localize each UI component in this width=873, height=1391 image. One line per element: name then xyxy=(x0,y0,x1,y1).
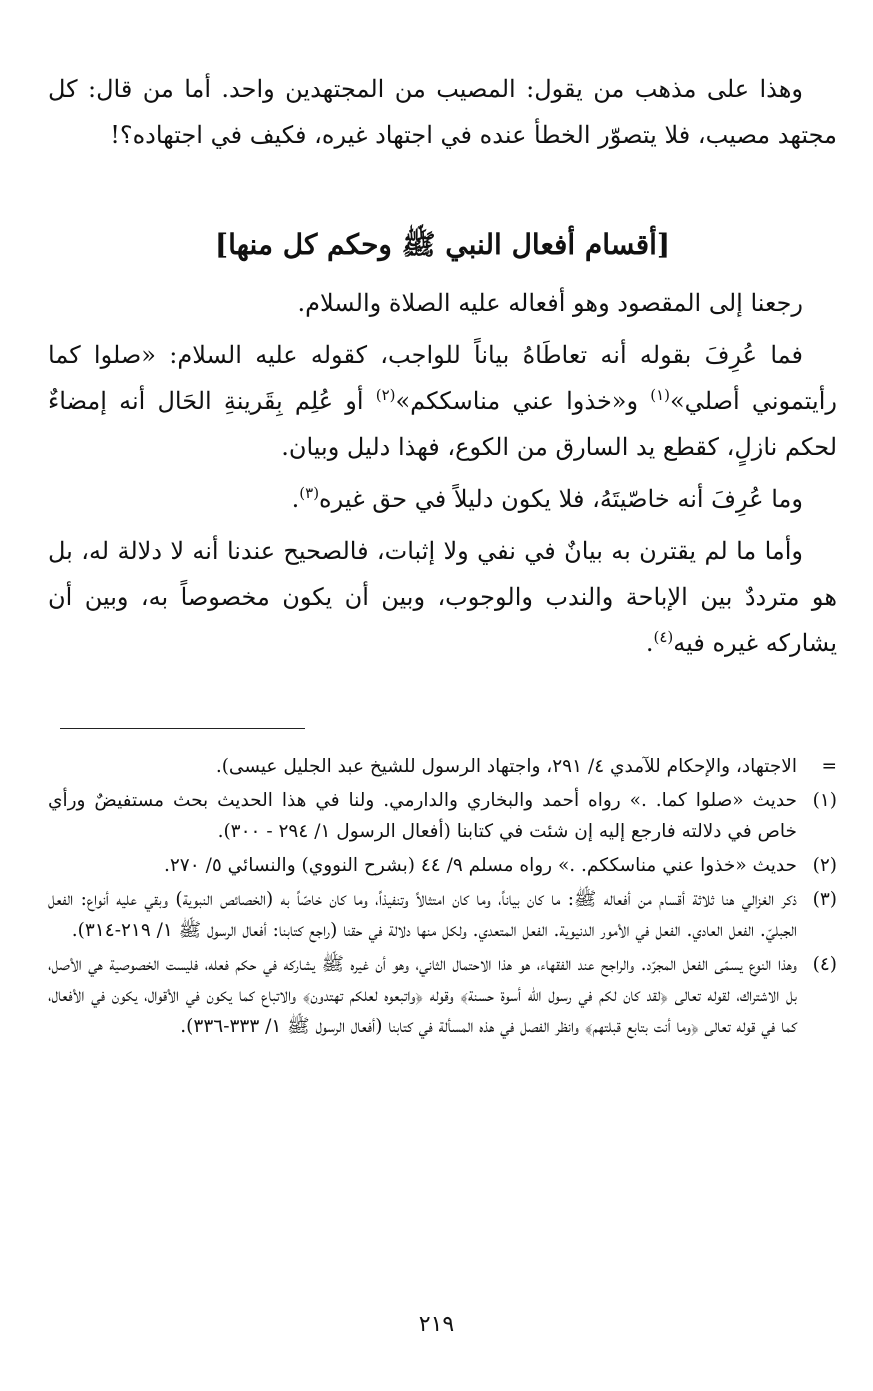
page-number: ٢١٩ xyxy=(418,1312,455,1337)
paragraph-text: أو عُلِم بِقَرينةِ الحَال أنه إمضاءٌ لحكم نازلٍ، كقطع يد السارق من الكوع، فهذا دليل وبيان. xyxy=(48,387,837,461)
footnote-text: ذكر الغزالي هنا ثلاثة أقسام من أفعاله ﷺ: ما كان بياناً، وما كان امتثالاً وتنفيذاً، وما كان خاصّاً به (الخصائص النبوية) وبقي عليه أنواع: الفعل الجبليّ. الفعل العادي. الفعل في الأمور الدنيوية. الفعل المتعدي. ولكل منها دلالة في حقنا (راجع كتابنا: أفعال الرسول ﷺ ١/ ٢١٩-٣١٤). xyxy=(48,889,797,941)
footnote-ref-4[interactable]: (٤) xyxy=(653,628,674,646)
paragraph-text: وما عُرِفَ أنه خاصّيتَهُ، فلا يكون دليلاً في حق غيره xyxy=(319,485,803,513)
footnote-3 xyxy=(48,884,837,946)
footnote-number: (٢) xyxy=(812,855,837,876)
footnote-1 xyxy=(48,785,837,847)
footnote-separator xyxy=(60,728,305,729)
footnote-2 xyxy=(48,850,837,881)
body-paragraph-3 xyxy=(48,476,837,522)
paragraph-text: و«خذوا عني مناسككم» xyxy=(395,387,651,415)
footnote-ref-1[interactable]: (١) xyxy=(650,386,670,404)
body-paragraph-1: رجعنا إلى المقصود وهو أفعاله عليه الصلاة والسلام. xyxy=(297,289,803,317)
footnote-ref-2[interactable]: (٢) xyxy=(375,386,396,404)
paragraph-text: . xyxy=(645,629,654,657)
footnote-number: (١) xyxy=(812,790,837,811)
footnotes xyxy=(48,751,837,1042)
intro-paragraph: وهذا على مذهب من يقول: المصيب من المجتهدين واحد. أما من قال: كل مجتهد مصيب، فلا يتصوّر الخطأ عنده في اجتهاد غيره، فكيف في اجتهاده؟! xyxy=(48,75,837,149)
paragraph-text: فما عُرِفَ بقوله أنه تعاطَاهُ بياناً للواجب، كقوله عليه السلام: «صلوا كما رأيتموني أصلي» xyxy=(48,341,837,415)
paragraph-text: . xyxy=(291,485,300,513)
footnote-number: (٣) xyxy=(812,889,837,910)
body-paragraph-2 xyxy=(48,332,837,470)
footnote-text: وهذا النوع يسمّى الفعل المجرّد. والراجح عند الفقهاء، هو هذا الاحتمال الثاني، وهو أن غيره ﷺ يشاركه في حكم فعله، فليست الخصوصية هي الأصل، بل الاشتراك، لقوله تعالى ﴿لقد كان لكم في رسول الله أسوة حسنة﴾ وقوله ﴿واتبعوه لعلكم تهتدون﴾ والاتباع كما يكون في الأقوال، يكون في الأفعال، كما في قوله تعالى ﴿وما أنت بتابع قبلتهم﴾ وانظر الفصل في هذه المسألة في كتابنا (أفعال الرسول ﷺ ١/ ٣٣٣-٣٣٦). xyxy=(48,954,797,1037)
body-paragraph-4 xyxy=(48,528,837,666)
footnote-text: الاجتهاد، والإحكام للآمدي ٤/ ٢٩١، واجتهاد الرسول للشيخ عبد الجليل عيسى). xyxy=(215,756,797,777)
footnote-text: حديث «خذوا عني مناسككم. .» رواه مسلم ٩/ ٤٤ (بشرح النووي) والنسائي ٥/ ٢٧٠. xyxy=(163,855,797,876)
footnote-continuation xyxy=(48,751,837,782)
footnote-number: (٤) xyxy=(812,954,837,975)
section-heading: [أقسام أفعال النبي ﷺ وحكم كل منها] xyxy=(214,228,671,261)
footnote-text: حديث «صلوا كما. .» رواه أحمد والبخاري والدارمي. ولنا في هذا الحديث بحث مستفيضٌ ورأي خاص في دلالته فارجع إليه إن شئت في كتابنا (أفعال الرسول ١/ ٢٩٤ - ٣٠٠). xyxy=(48,790,797,842)
footnote-number: = xyxy=(821,756,837,777)
paragraph-text: وأما ما لم يقترن به بيانٌ في نفي ولا إثبات، فالصحيح عندنا أنه لا دلالة له، بل هو مترددٌ بين الإباحة والندب والوجوب، وبين أن يكون مخصوصاً به، وبين أن يشاركه غيره فيه xyxy=(48,537,837,657)
footnote-4 xyxy=(48,949,837,1042)
footnote-ref-3[interactable]: (٣) xyxy=(299,484,320,502)
